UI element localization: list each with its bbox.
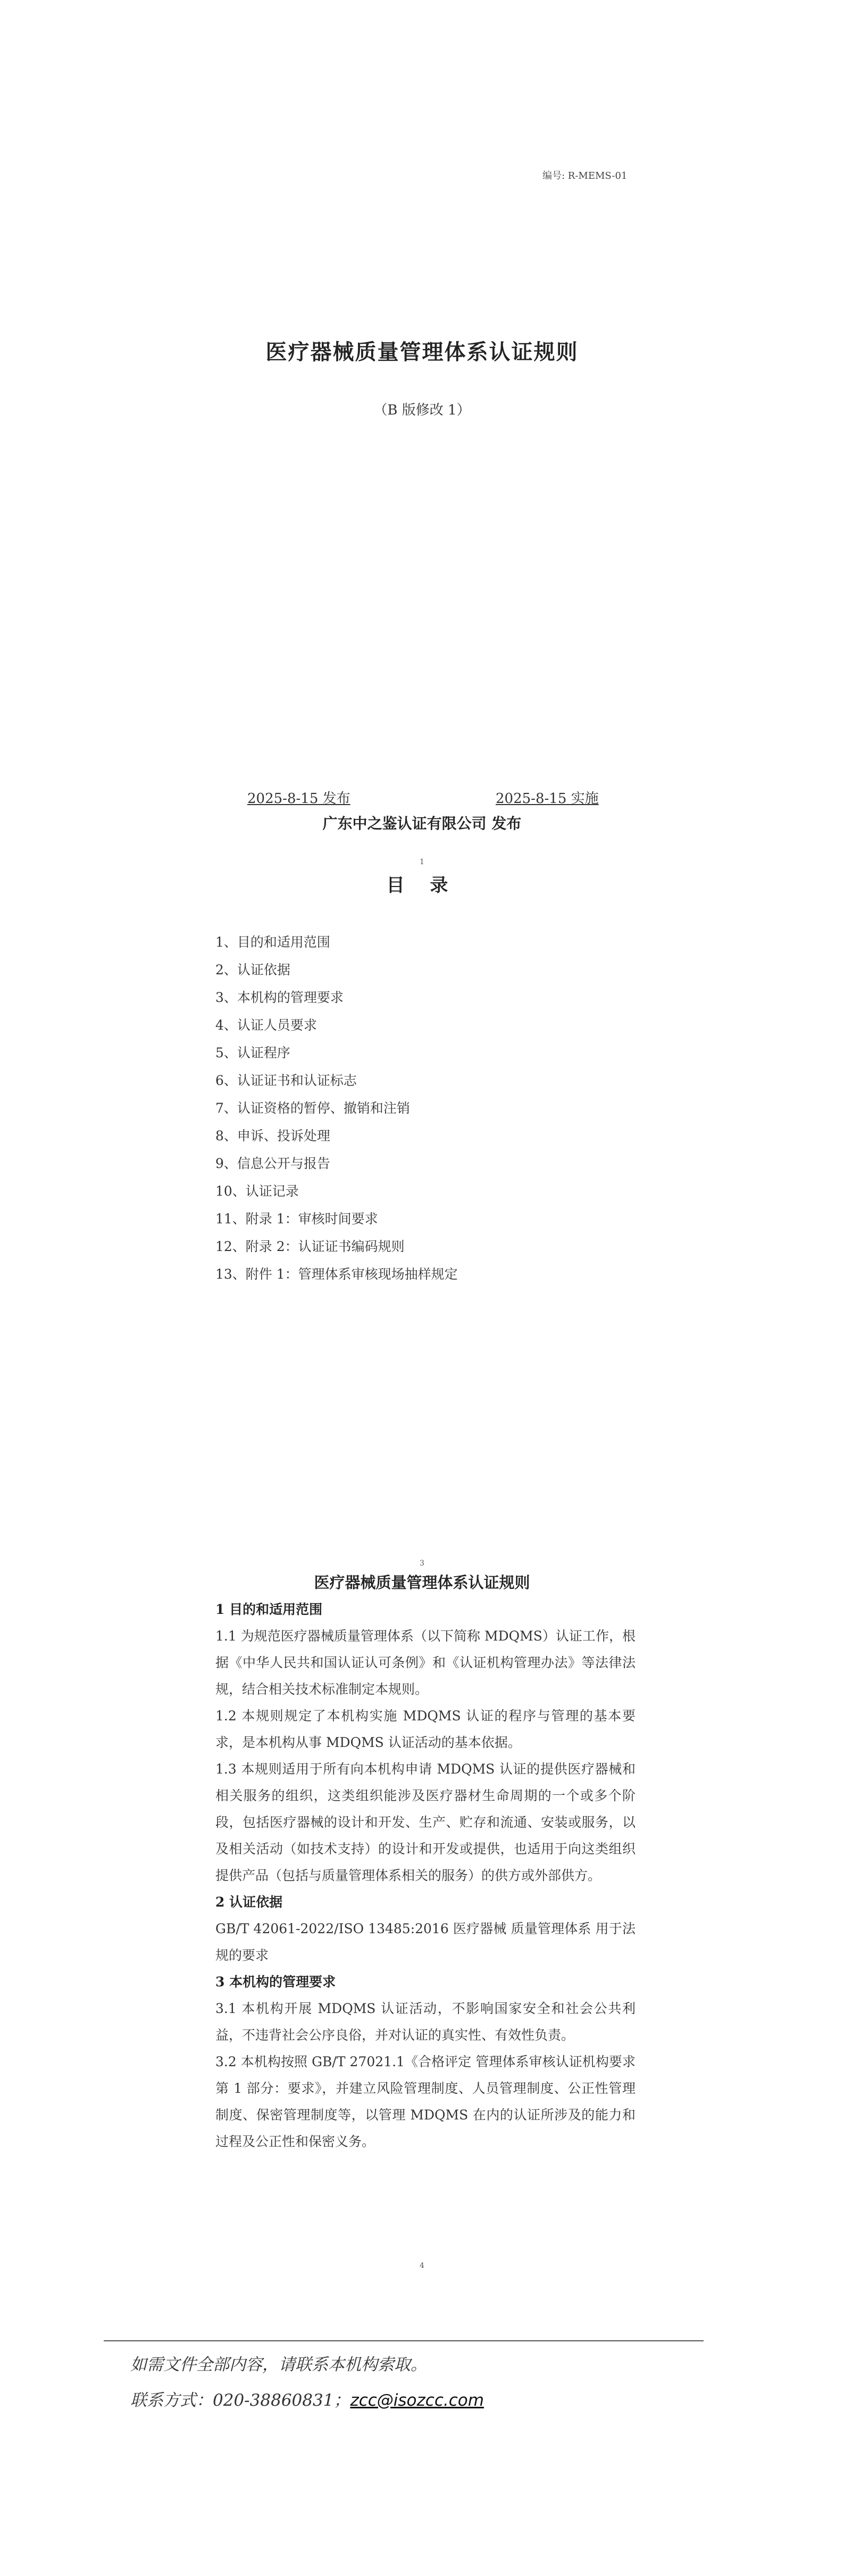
toc-item: 13、附件 1：管理体系审核现场抽样规定 <box>215 1266 458 1282</box>
toc-item: 11、附录 1：审核时间要求 <box>215 1211 378 1227</box>
paragraph: 3.1 本机构开展 MDQMS 认证活动，不影响国家安全和社会公共利益，不违背社会公序良俗，并对认证的真实性、有效性负责。 <box>215 2001 636 2043</box>
issuer: 广东中之鉴认证有限公司 发布 <box>322 815 522 832</box>
effective-date: 2025-8-15 实施 <box>496 791 599 807</box>
toc-item: 4、认证人员要求 <box>215 1017 317 1033</box>
paragraph: 1.2 本规则规定了本机构实施 MDQMS 认证的程序与管理的基本要求，是本机构从事 MDQMS 认证活动的基本依据。 <box>215 1708 636 1750</box>
contact-label: 联系方式：020-38860831； <box>130 2391 350 2410</box>
toc-item: 3、本机构的管理要求 <box>215 990 344 1005</box>
page-number: 4 <box>420 2262 424 2270</box>
section-heading: 1 目的和适用范围 <box>215 1602 323 1617</box>
publish-date: 2025-8-15 发布 <box>247 791 350 807</box>
document-body <box>215 1596 636 2155</box>
section-heading: 3 本机构的管理要求 <box>215 1974 336 1990</box>
section-page-title: 医疗器械质量管理体系认证规则 <box>314 1573 530 1592</box>
paragraph: 1.3 本规则适用于所有向本机构申请 MDQMS 认证的提供医疗器械和相关服务的组织，这类组织能涉及医疗器材生命周期的一个或多个阶段，包括医疗器械的设计和开发、生产、贮存和流通、安装或服务，以及相关活动（如技术支持）的设计和开发或提供，也适用于向这类组织提供产品（包括与质量管理体系相关的服务）的供方或外部供方。 <box>215 1761 636 1883</box>
paragraph: 1.1 为规范医疗器械质量管理体系（以下简称 MDQMS）认证工作，根据《中华人民共和国认证认可条例》和《认证机构管理办法》等法律法规，结合相关技术标准制定本规则。 <box>215 1628 636 1697</box>
toc-item: 9、信息公开与报告 <box>215 1156 330 1171</box>
toc-item: 12、附录 2：认证证书编码规则 <box>215 1239 405 1254</box>
email-link[interactable]: zcc@isozcc.com <box>350 2391 484 2410</box>
page-number: 1 <box>420 858 424 866</box>
toc-item: 5、认证程序 <box>215 1045 290 1061</box>
footer-divider <box>104 2340 704 2341</box>
toc-item: 1、目的和适用范围 <box>215 934 330 950</box>
cover-title: 医疗器械质量管理体系认证规则 <box>265 339 579 365</box>
toc-item: 10、认证记录 <box>215 1183 299 1199</box>
toc-title: 目 录 <box>386 875 458 896</box>
toc-item: 2、认证依据 <box>215 962 290 978</box>
toc-item: 8、申诉、投诉处理 <box>215 1128 330 1144</box>
toc-item: 7、认证资格的暂停、撤销和注销 <box>215 1100 410 1116</box>
version-label: （B 版修改 1） <box>373 402 471 418</box>
toc-item: 6、认证证书和认证标志 <box>215 1073 357 1088</box>
toc-list <box>215 929 458 1288</box>
paragraph: GB/T 42061-2022/ISO 13485:2016 医疗器械 质量管理体系 用于法规的要求 <box>215 1921 636 1963</box>
footer-contact <box>130 2387 484 2411</box>
page-number: 3 <box>420 1559 424 1568</box>
document-number: 编号: R-MEMS-01 <box>542 170 628 181</box>
section-heading: 2 认证依据 <box>215 1894 283 1910</box>
paragraph: 3.2 本机构按照 GB/T 27021.1《合格评定 管理体系审核认证机构要求 第 1 部分：要求》，并建立风险管理制度、人员管理制度、公正性管理制度、保密管理制度等，以管理 MDQMS 在内的认证所涉及的能力和过程及公正性和保密义务。 <box>215 2054 636 2149</box>
footer-note: 如需文件全部内容，请联系本机构索取。 <box>130 2355 427 2374</box>
